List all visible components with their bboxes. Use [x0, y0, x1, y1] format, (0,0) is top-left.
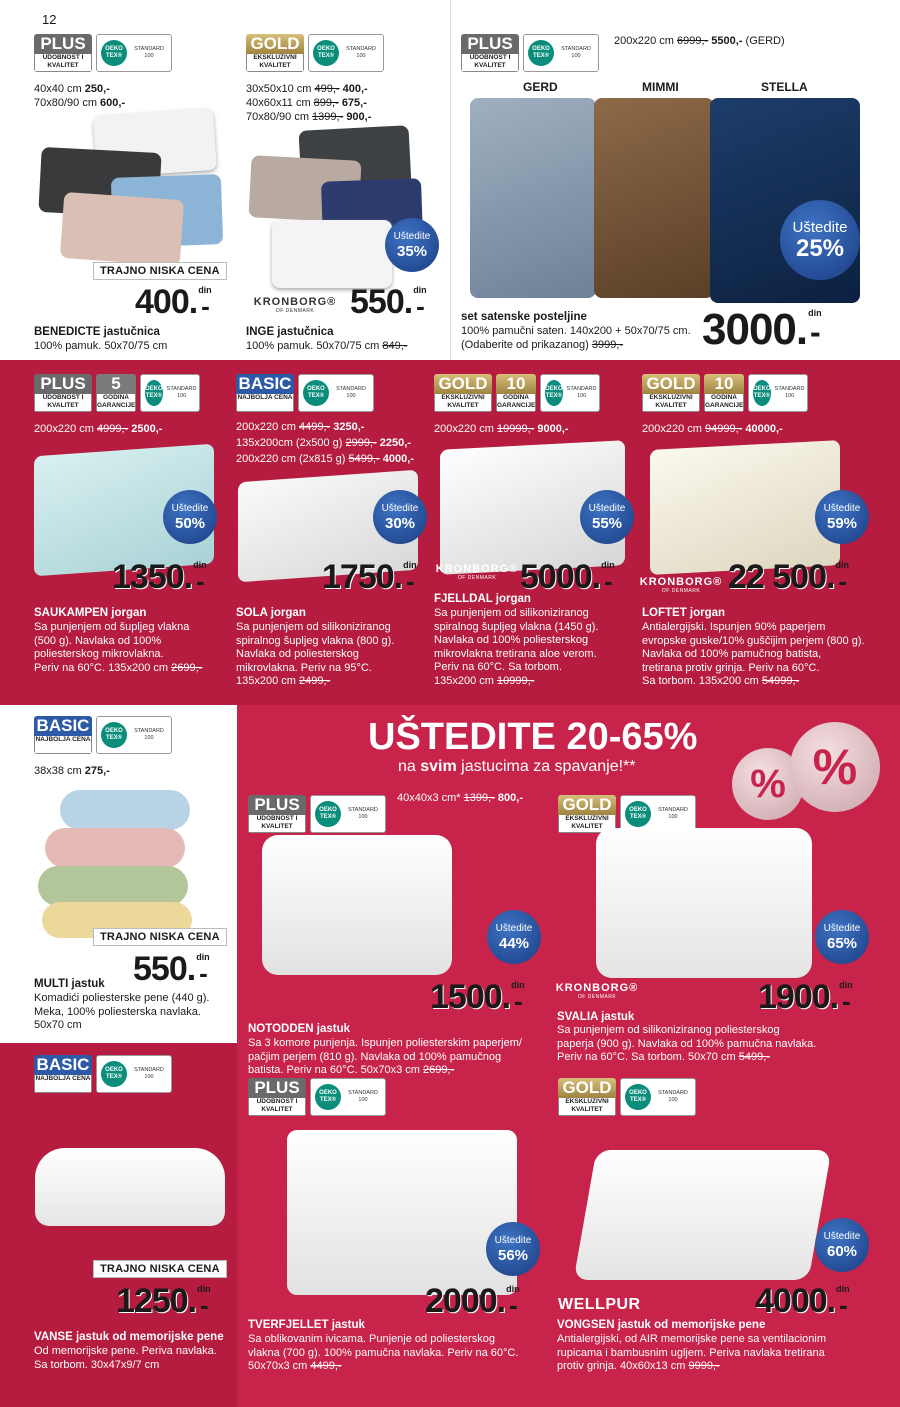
variant-stella: STELLA: [761, 80, 808, 94]
gold-badge: GOLD EKSKLUZIVNI KVALITET: [558, 795, 616, 833]
loftet-desc: Antialergijski. Ispunjen 90% paperjem evropske guske/10% guščijim perjem (800 g). Navlaka od 100% pamučnog batista, tretirana protiv grinja. Periv na 60°C. Sa torbom. 135x200 cm 54999,-: [642, 621, 865, 687]
notodden-desc: Sa 3 komore punjenja. Ispunjen poliesterskim paperjem/ pačjim perjem (810 g). Navlaka od 100% pamučnog batista. Periv na 60°C. 50x70x3 cm 2699,-: [248, 1037, 522, 1076]
inge-price: 550. din -: [350, 283, 427, 321]
basic-badge: BASIC NAJBOLJA CENA: [34, 1055, 92, 1093]
memory-foam-pillow-image: [35, 1148, 225, 1226]
saukampen-name: SAUKAMPEN jorgan: [34, 607, 147, 619]
plus-badge: PLUS UDOBNOST I KVALITET: [34, 374, 92, 412]
gold-badge: GOLD EKSKLUZIVNI KVALITET: [246, 34, 304, 72]
percent-tag-1: %: [732, 748, 804, 820]
multi-badges: [34, 716, 172, 754]
oeko-tex-badge: OEKO TEX® STANDARD 100: [748, 374, 808, 412]
oeko-tex-badge: OEKO TEX® STANDARD 100: [620, 795, 696, 833]
green-pillow-image: [38, 866, 188, 906]
loftet-price: 22 500. din -: [728, 558, 849, 596]
sola-price-line-1: 200x220 cm 4499,- 3250,-: [236, 421, 365, 433]
fjelldal-savings-badge: Uštedite 55%: [580, 490, 634, 544]
oeko-tex-badge: OEKO TEX® STANDARD 100: [310, 1078, 386, 1116]
inge-size-line-1: 30x50x10 cm 499,- 400,-: [246, 83, 368, 95]
vongsen-savings-badge: Uštedite 60%: [815, 1218, 869, 1272]
saukampen-savings-badge: Uštedite 50%: [163, 490, 217, 544]
mimmi-bedding-image: [594, 98, 714, 298]
gold-badge: GOLD EKSKLUZIVNI KVALITET: [642, 374, 700, 412]
promo-subheadline: na svim jastucima za spavanje!**: [398, 758, 636, 775]
white-pillow-image: [272, 220, 392, 288]
kronborg-logo: KRONBORG® OF DENMARK: [435, 563, 519, 581]
sola-name: SOLA jorgan: [236, 607, 306, 619]
benedicte-name: BENEDICTE jastučnica: [34, 326, 160, 338]
wellpur-logo: WELLPUR: [558, 1296, 641, 1313]
inge-badges: [246, 34, 384, 72]
vongsen-name: VONGSEN jastuk od memorijske pene: [557, 1319, 766, 1331]
pink-pillow-image: [45, 828, 185, 868]
vongsen-pillow-image: [574, 1150, 832, 1280]
tverfjellet-pillow-image: [287, 1130, 517, 1295]
saukampen-price: 1350. din -: [112, 558, 207, 596]
oeko-tex-badge: OEKO TEX® STANDARD 100: [96, 716, 172, 754]
divider: [450, 0, 451, 360]
notodden-price: 1500. din -: [430, 978, 525, 1016]
loftet-duvet-image: [650, 440, 840, 575]
vanse-badges: [34, 1055, 172, 1093]
fjelldal-desc: Sa punjenjem od silikoniziranog spiralnog šupljeg vlakna (1450 g). Navlaka od 100% poliesterskog mikrovlakna tretirana aloe verom. Periv na 60°C. Sa torbom. 135x200 cm 10999,-: [434, 607, 599, 687]
variant-mimmi: MIMMI: [642, 80, 679, 94]
plus-badge: PLUS UDOBNOST I KVALITET: [34, 34, 92, 72]
promo-headline: UŠTEDITE 20-65%: [368, 716, 698, 758]
bedding-price: 3000. din -: [702, 305, 822, 354]
sola-price-line-2: 135x200cm (2x500 g) 2999,- 2250,-: [236, 437, 411, 449]
bedding-desc-2: (Odaberite od prikazanog) 3999,-: [461, 339, 624, 351]
svalia-price: 1900. din -: [758, 978, 853, 1016]
sola-badges: [236, 374, 374, 412]
pink-pillow-image: [60, 192, 184, 266]
notodden-badges: [248, 795, 386, 833]
tverfjellet-desc: Sa oblikovanim ivicama. Punjenje od poliesterskog vlakna (700 g). 100% pamučna navlaka. Periv na 60°C. 50x70x3 cm 4499,-: [248, 1333, 519, 1372]
oeko-tex-badge: OEKO TEX® STANDARD 100: [310, 795, 386, 833]
basic-badge: BASIC NAJBOLJA CENA: [236, 374, 294, 412]
benedicte-low-price-tag: TRAJNO NISKA CENA: [93, 262, 227, 280]
svalia-savings-badge: Uštedite 65%: [815, 910, 869, 964]
oeko-tex-badge: OEKO TEX® STANDARD 100: [96, 34, 172, 72]
saukampen-price-line: 200x220 cm 4999,- 2500,-: [34, 423, 163, 435]
bedding-savings-badge: Uštedite 25%: [780, 200, 860, 280]
plus-badge: PLUS UDOBNOST I KVALITET: [248, 795, 306, 833]
multi-name: MULTI jastuk: [34, 978, 105, 990]
loftet-badges: [642, 374, 808, 412]
plus-badge: PLUS UDOBNOST I KVALITET: [461, 34, 519, 72]
gerd-bedding-image: [470, 98, 596, 298]
sola-savings-badge: Uštedite 30%: [373, 490, 427, 544]
oeko-tex-badge: OEKO TEX® STANDARD 100: [140, 374, 200, 412]
oeko-tex-badge: OEKO TEX® STANDARD 100: [96, 1055, 172, 1093]
bedding-badges: [461, 34, 599, 72]
tverfjellet-price: 2000. din -: [425, 1282, 520, 1320]
multi-price: 550. din -: [133, 950, 210, 988]
bedding-price-line: 200x220 cm 6999,- 5500,- (GERD): [614, 35, 785, 47]
5-year-warranty-badge: 5 GODINA GARANCIJE: [96, 374, 136, 412]
inge-size-line-2: 40x60x11 cm 899,- 675,-: [246, 97, 367, 109]
variant-gerd: GERD: [523, 80, 558, 94]
inge-size-line-3: 70x80/90 cm 1399,- 900,-: [246, 111, 372, 123]
sola-desc: Sa punjenjem od silikoniziranog spiralnog šupljeg vlakna (800 g). Navlaka od poliesterskog mikrovlakna. Periv na 95°C. 135x200 cm 2499,-: [236, 621, 395, 687]
multi-low-price-tag: TRAJNO NISKA CENA: [93, 928, 227, 946]
saukampen-badges: [34, 374, 200, 412]
svalia-pillow-image: [596, 828, 812, 978]
fjelldal-price-line: 200x220 cm 19999,- 9000,-: [434, 423, 569, 435]
oeko-tex-badge: OEKO TEX® STANDARD 100: [308, 34, 384, 72]
10-year-warranty-badge: 10 GODINA GARANCIJE: [496, 374, 536, 412]
sola-price: 1750. din -: [322, 558, 417, 596]
notodden-name: NOTODDEN jastuk: [248, 1023, 351, 1035]
benedicte-badges: [34, 34, 172, 72]
inge-name: INGE jastučnica: [246, 326, 334, 338]
loftet-savings-badge: Uštedite 59%: [815, 490, 869, 544]
notodden-savings-badge: Uštedite 44%: [487, 910, 541, 964]
vanse-low-price-tag: TRAJNO NISKA CENA: [93, 1260, 227, 1278]
percent-tag-2: %: [790, 722, 880, 812]
bedding-name: set satenske posteljine: [461, 311, 587, 323]
10-year-warranty-badge: 10 GODINA GARANCIJE: [704, 374, 744, 412]
oeko-tex-badge: OEKO TEX® STANDARD 100: [298, 374, 374, 412]
oeko-tex-badge: OEKO TEX® STANDARD 100: [523, 34, 599, 72]
tverfjellet-name: TVERFJELLET jastuk: [248, 1319, 365, 1331]
vanse-price: 1250. din -: [116, 1282, 211, 1320]
gold-badge: GOLD EKSKLUZIVNI KVALITET: [558, 1078, 616, 1116]
fjelldal-price: 5000. din -: [520, 558, 615, 596]
notodden-price-line: 40x40x3 cm* 1399,- 800,-: [397, 792, 523, 804]
oeko-tex-badge: OEKO TEX® STANDARD 100: [620, 1078, 696, 1116]
vanse-desc: Od memorijske pene. Periva navlaka. Sa torbom. 30x47x9/7 cm: [34, 1345, 217, 1371]
benedicte-size-line-2: 70x80/90 cm 600,-: [34, 97, 126, 109]
kronborg-logo: KRONBORG® OF DENMARK: [253, 296, 337, 314]
tverfjellet-savings-badge: Uštedite 56%: [486, 1222, 540, 1276]
benedicte-desc: 100% pamuk. 50x70/75 cm: [34, 340, 168, 352]
page-number: 12: [42, 12, 57, 27]
vanse-name: VANSE jastuk od memorijske pene: [34, 1331, 224, 1343]
loftet-name: LOFTET jorgan: [642, 607, 726, 619]
blue-pillow-image: [60, 790, 190, 830]
vongsen-desc: Antialergijski, od AIR memorijske pene sa ventilacionim rupicama i bambusnim ugljem. Periva navlaka tretirana protiv grinja. 40x60x13 cm 9999,-: [557, 1333, 827, 1372]
oeko-tex-badge: OEKO TEX® STANDARD 100: [540, 374, 600, 412]
bedding-desc-1: 100% pamučni saten. 140x200 + 50x70/75 cm.: [461, 325, 691, 337]
kronborg-logo: KRONBORG® OF DENMARK: [555, 982, 639, 1000]
vongsen-badges: [558, 1078, 696, 1116]
kronborg-logo: KRONBORG® OF DENMARK: [639, 576, 723, 594]
benedicte-price: 400. din -: [135, 283, 212, 321]
loftet-price-line: 200x220 cm 94999,- 40000,-: [642, 423, 783, 435]
inge-savings-badge: Uštedite 35%: [385, 218, 439, 272]
svalia-name: SVALIA jastuk: [557, 1011, 635, 1023]
saukampen-desc: Sa punjenjem od šupljeg vlakna (500 g). Navlaka od 100% poliesterskog mikrovlakna. Periv na 60°C. 135x200 cm 2699,-: [34, 621, 203, 674]
sola-price-line-3: 200x220 cm (2x815 g) 5499,- 4000,-: [236, 453, 414, 465]
gold-badge: GOLD EKSKLUZIVNI KVALITET: [434, 374, 492, 412]
plus-badge: PLUS UDOBNOST I KVALITET: [248, 1078, 306, 1116]
notodden-pillow-image: [262, 835, 452, 975]
inge-desc: 100% pamuk. 50x70/75 cm 849,-: [246, 340, 408, 352]
fjelldal-name: FJELLDAL jorgan: [434, 593, 531, 605]
basic-badge: BASIC NAJBOLJA CENA: [34, 716, 92, 754]
fjelldal-badges: [434, 374, 600, 412]
multi-price-line: 38x38 cm 275,-: [34, 765, 110, 777]
benedicte-size-line-1: 40x40 cm 250,-: [34, 83, 110, 95]
multi-desc: Komadići poliesterske pene (440 g). Meka, 100% poliesterska navlaka. 50x70 cm: [34, 992, 210, 1031]
svalia-desc: Sa punjenjem od silikoniziranog poliesterskog paperja (900 g). Navlaka od 100% pamučna navlaka. Periv na 60°C. Sa torbom. 50x70 cm 5499,-: [557, 1024, 817, 1063]
vongsen-price: 4000. din -: [755, 1282, 850, 1320]
tverfjellet-badges: [248, 1078, 386, 1116]
